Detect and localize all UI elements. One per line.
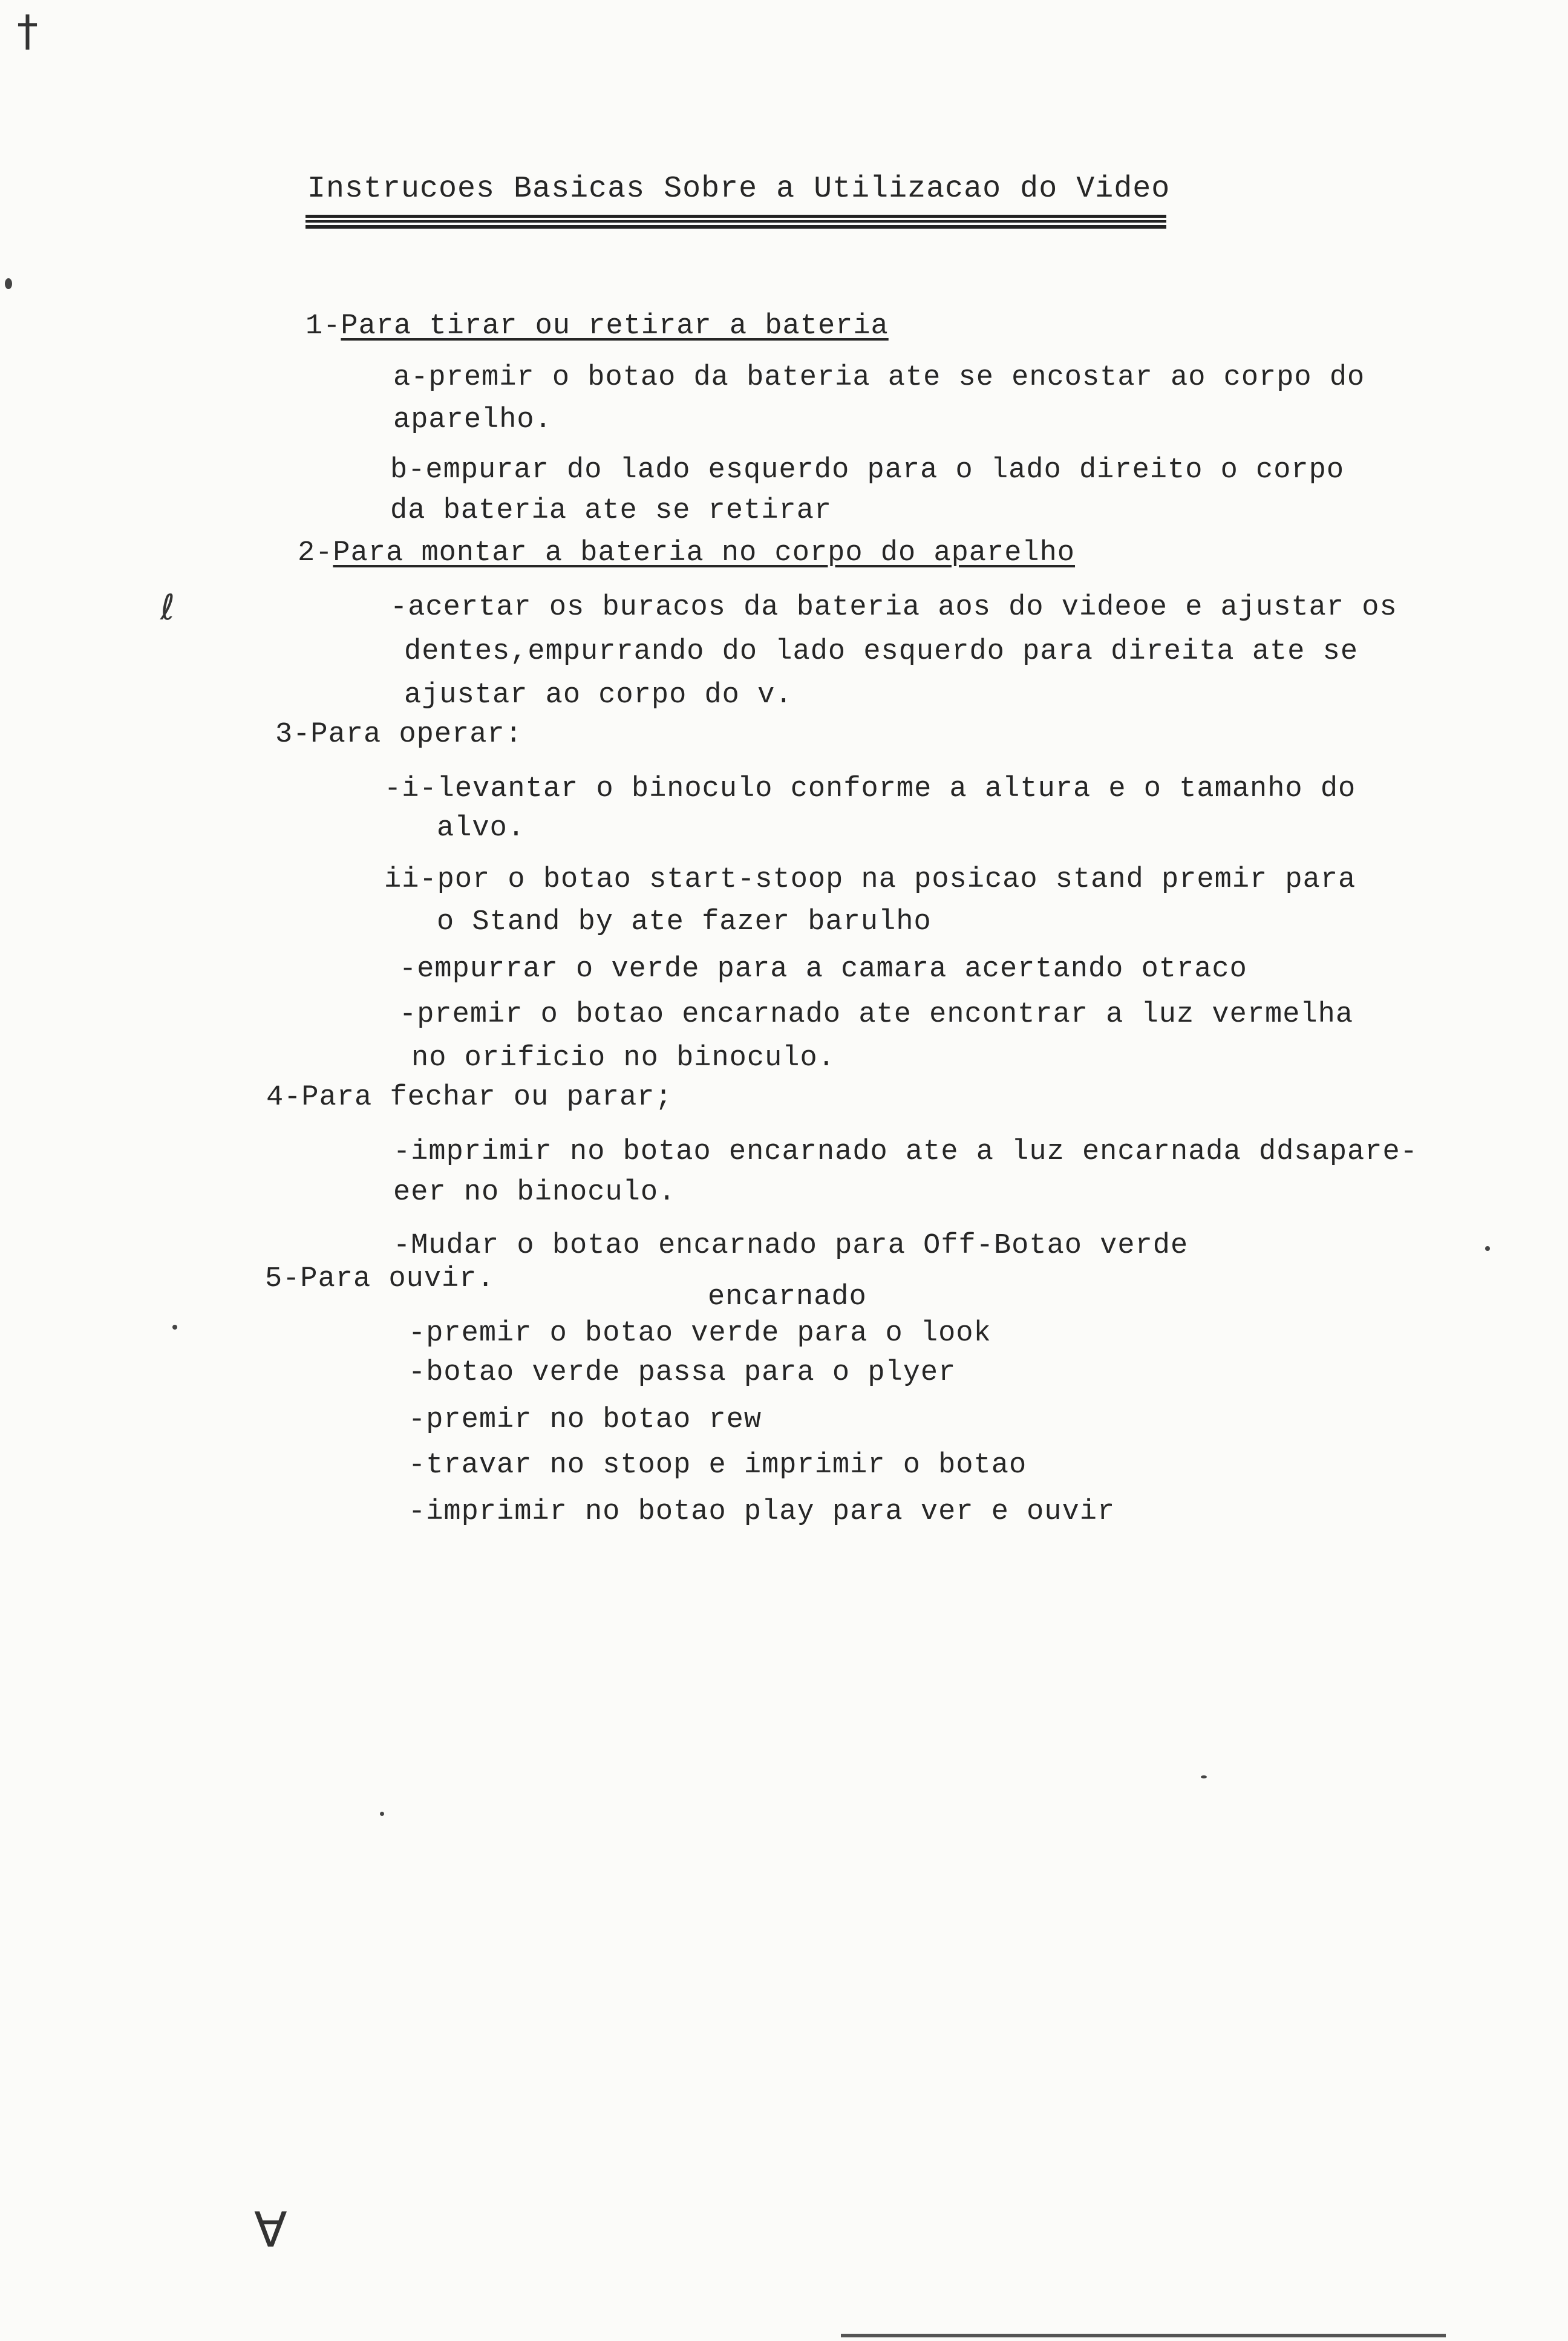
section-line: no orificio no binoculo.	[411, 1042, 835, 1074]
section-heading-text: Para operar:	[310, 719, 523, 751]
section-number: 3-	[275, 719, 311, 751]
page-bottom-edge	[841, 2334, 1446, 2337]
typed-correction: encarnado	[708, 1281, 867, 1313]
section-line: -i-levantar o binoculo conforme a altura e o tamanho do	[384, 773, 1356, 805]
ink-speck	[380, 1812, 384, 1816]
section-4-heading	[266, 1080, 673, 1116]
section-2-heading	[298, 535, 1075, 572]
title-underline	[305, 215, 1166, 218]
ink-speck	[1201, 1775, 1207, 1778]
section-heading-text: Para ouvir.	[300, 1263, 495, 1295]
section-line: -travar no stoop e imprimir o botao	[408, 1449, 1027, 1481]
section-line: da bateria ate se retirar	[390, 495, 832, 527]
section-line: -premir o botao encarnado ate encontrar a luz vermelha	[399, 999, 1354, 1031]
section-number: 1-	[305, 310, 341, 342]
section-line: -acertar os buracos da bateria aos do videoe e ajustar os	[390, 592, 1397, 624]
section-line: -Mudar o botao encarnado para Off-Botao verde	[393, 1230, 1189, 1262]
ink-speck	[1485, 1246, 1490, 1251]
document-title: Instrucoes Basicas Sobre a Utilizacao do Video	[307, 172, 1171, 206]
section-number: 5-	[265, 1263, 301, 1295]
pen-mark-icon: †	[17, 6, 38, 56]
section-line: -imprimir no botao play para ver e ouvir	[408, 1496, 1116, 1528]
section-line: b-empurar do lado esquerdo para o lado direito o corpo	[390, 454, 1345, 486]
section-heading-text: Para fechar ou parar;	[301, 1082, 673, 1114]
section-line: ii-por o botao start-stoop na posicao stand premir para	[384, 864, 1356, 896]
section-line: a-premir o botao da bateria ate se encostar ao corpo do	[393, 362, 1365, 394]
section-number: 4-	[266, 1082, 302, 1114]
handwritten-mark-icon: ∀	[254, 2202, 287, 2258]
section-heading-text: Para tirar ou retirar a bateria	[341, 310, 889, 342]
section-line: -empurrar o verde para a camara acertando otraco	[399, 953, 1247, 985]
section-line: eer no binoculo.	[393, 1177, 676, 1209]
section-line: o Stand by ate fazer barulho	[437, 906, 932, 938]
section-1-heading	[305, 309, 889, 345]
section-line: -botao verde passa para o plyer	[408, 1357, 956, 1389]
ink-speck	[172, 1325, 177, 1330]
section-line: aparelho.	[393, 404, 552, 436]
ink-speck	[5, 278, 12, 289]
ink-blot-icon: ℓ	[160, 587, 175, 628]
section-5-heading	[265, 1261, 495, 1298]
title-underline	[305, 225, 1166, 229]
section-line: -imprimir no botao encarnado ate a luz encarnada ddsapare-	[393, 1136, 1418, 1168]
section-3-heading	[275, 717, 523, 753]
title-underline	[305, 220, 1166, 223]
section-line: alvo.	[437, 812, 526, 844]
section-heading-text: Para montar a bateria no corpo do aparelho	[333, 537, 1076, 569]
section-number: 2-	[298, 537, 333, 569]
section-line: dentes,empurrando do lado esquerdo para direita ate se	[404, 636, 1359, 668]
section-line: -premir no botao rew	[408, 1404, 762, 1436]
section-line: ajustar ao corpo do v.	[404, 679, 793, 711]
section-line: -premir o botao verde para o look	[408, 1317, 991, 1350]
